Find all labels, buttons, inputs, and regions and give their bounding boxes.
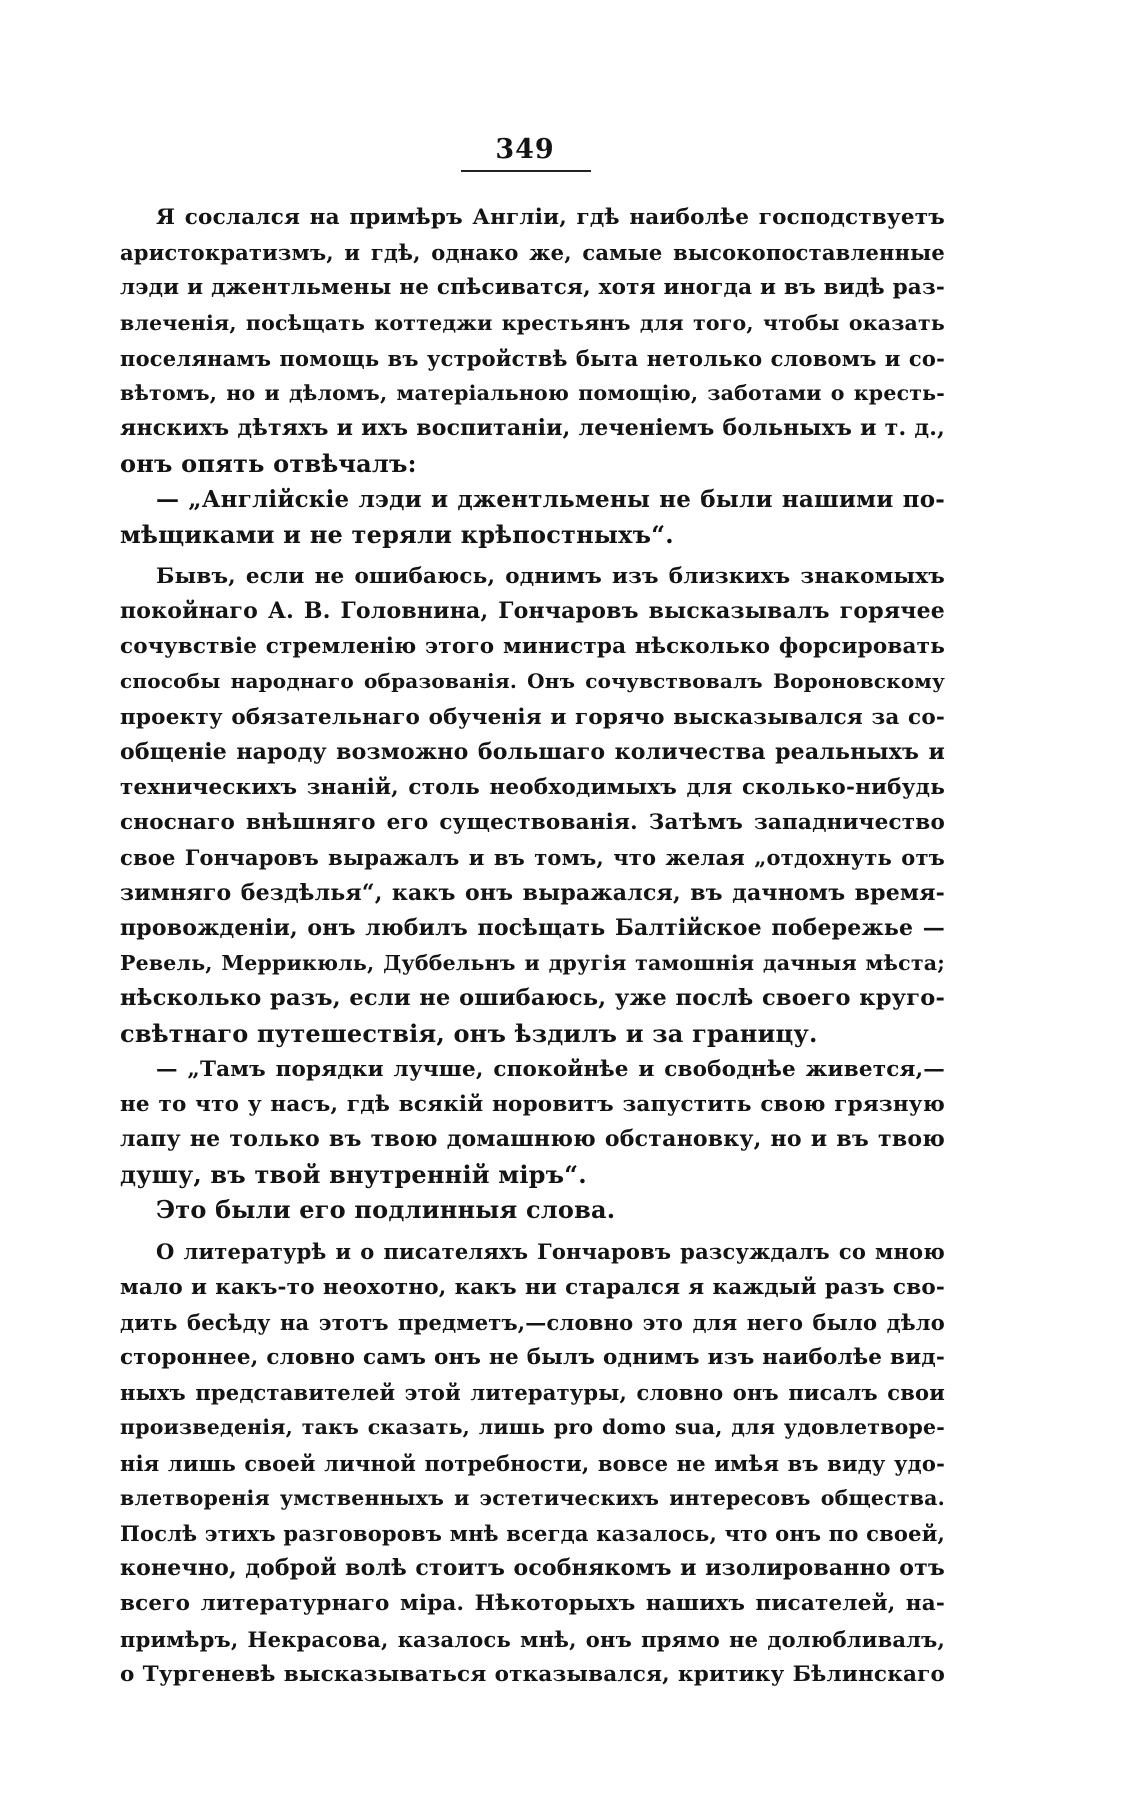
- text-line: провожденіи, онъ любилъ посѣщать Балтійское побережье —: [120, 914, 945, 941]
- text-line: влетворенія умственныхъ и эстетическихъ интересовъ общества.: [120, 1485, 945, 1510]
- text-line: аристократизмъ, и гдѣ, однако же, самые высокопоставленные: [120, 240, 945, 266]
- text-line: вѣтомъ, но и дѣломъ, матеріальною помощію, заботами о кресть-: [120, 380, 945, 405]
- text-line: техническихъ знаній, столь необходимыхъ для сколько-нибудь: [120, 775, 945, 800]
- text-line: стороннее, словно самъ онъ не былъ однимъ изъ наиболѣе вид-: [120, 1345, 945, 1370]
- text-line: мѣщиками и не теряли крѣпостныхъ“.: [120, 519, 674, 549]
- text-line: свѣтнаго путешествія, онъ ѣздилъ и за границу.: [120, 1019, 818, 1049]
- text-line: Я сослался на примѣръ Англіи, гдѣ наиболѣе господствуетъ: [156, 205, 945, 230]
- text-line: примѣръ, Некрасова, казалось мнѣ, онъ прямо не долюбливалъ,: [120, 1626, 945, 1652]
- text-line: Послѣ этихъ разговоровъ мнѣ всегда казалось, что онъ по своей,: [120, 1520, 945, 1546]
- text-line: сочувствіе стремленію этого министра нѣсколько форсировать: [120, 634, 945, 660]
- page-number: 349: [495, 134, 555, 165]
- text-line: способы народнаго образованія. Онъ сочувствовалъ Вороновскому: [120, 669, 945, 694]
- text-line: Это были его подлинныя слова.: [156, 1195, 616, 1225]
- text-line: лапу не только въ твою домашнюю обстановку, но и въ твою: [120, 1125, 945, 1152]
- text-line: Бывъ, если не ошибаюсь, однимъ изъ близкихъ знакомыхъ: [156, 563, 945, 589]
- text-line: ныхъ представителей этой литературы, словно онъ писалъ свои: [120, 1380, 945, 1406]
- text-line: — „Тамъ порядки лучше, спокойнѣе и свободнѣе живется,—: [156, 1056, 945, 1082]
- text-line: мало и какъ-то неохотно, какъ ни старался я каждый разъ сво-: [120, 1274, 945, 1300]
- text-line: проекту обязательнаго обученія и горячо высказывался за со-: [120, 704, 945, 730]
- text-line: янскихъ дѣтяхъ и ихъ воспитаніи, леченіемъ больныхъ и т. д.,: [120, 415, 945, 442]
- text-line: покойнаго А. В. Головнина, Гончаровъ высказывалъ горячее: [120, 598, 945, 625]
- paragraph-gap: [120, 1227, 945, 1234]
- text-line: свое Гончаровъ выражалъ и въ томъ, что желая „отдохнуть отъ: [120, 845, 945, 871]
- body-text: [120, 200, 945, 1692]
- text-line: поселянамъ помощь въ устройствѣ быта нетолько словомъ и со-: [120, 345, 945, 371]
- text-line: душу, въ твой внутренній міръ“.: [120, 1160, 587, 1190]
- text-line: всего литературнаго міра. Нѣкоторыхъ нашихъ писателей, на-: [120, 1591, 945, 1617]
- text-line: влеченія, посѣщать коттеджи крестьянъ для того, чтобы оказать: [120, 310, 945, 335]
- text-line: лэди и джентльмены не спѣсиватся, хотя иногда и въ видѣ раз-: [120, 275, 945, 301]
- text-line: о Тургеневѣ высказываться отказывался, критику Бѣлинскаго: [120, 1661, 945, 1687]
- text-line: конечно, доброй волѣ стоитъ особнякомъ и изолированно отъ: [120, 1555, 945, 1582]
- text-line: общеніе народу возможно большаго количества реальныхъ и: [120, 738, 945, 765]
- text-line: не то что у насъ, гдѣ всякій норовитъ запустить свою грязную: [120, 1091, 945, 1117]
- text-line: сноснаго внѣшняго его существованія. Затѣмъ западничество: [120, 810, 945, 836]
- text-line: произведенія, такъ сказать, лишь pro domo sua, для удовлетворе-: [120, 1415, 945, 1440]
- text-line: Ревель, Меррикюль, Дуббельнъ и другія тамошнія дачныя мѣста;: [120, 950, 945, 975]
- text-line: зимняго бездѣлья“, какъ онъ выражался, въ дачномъ время-: [120, 879, 945, 906]
- page-number-rule: [461, 170, 591, 172]
- text-line: дить бесѣду на этотъ предметъ,—словно это для него было дѣло: [120, 1309, 945, 1335]
- text-line: О литературѣ и о писателяхъ Гончаровъ разсуждалъ со мною: [156, 1239, 945, 1265]
- text-line: — „Англійскіе лэди и джентльмены не были нашими по-: [156, 485, 945, 513]
- text-line: нѣсколько разъ, если не ошибаюсь, уже послѣ своего круго-: [120, 985, 945, 1012]
- text-line: нія лишь своей личной потребности, вовсе не имѣя въ виду удо-: [120, 1450, 945, 1476]
- paragraph-gap: [120, 552, 945, 559]
- text-line: онъ опять отвѣчалъ:: [120, 449, 417, 479]
